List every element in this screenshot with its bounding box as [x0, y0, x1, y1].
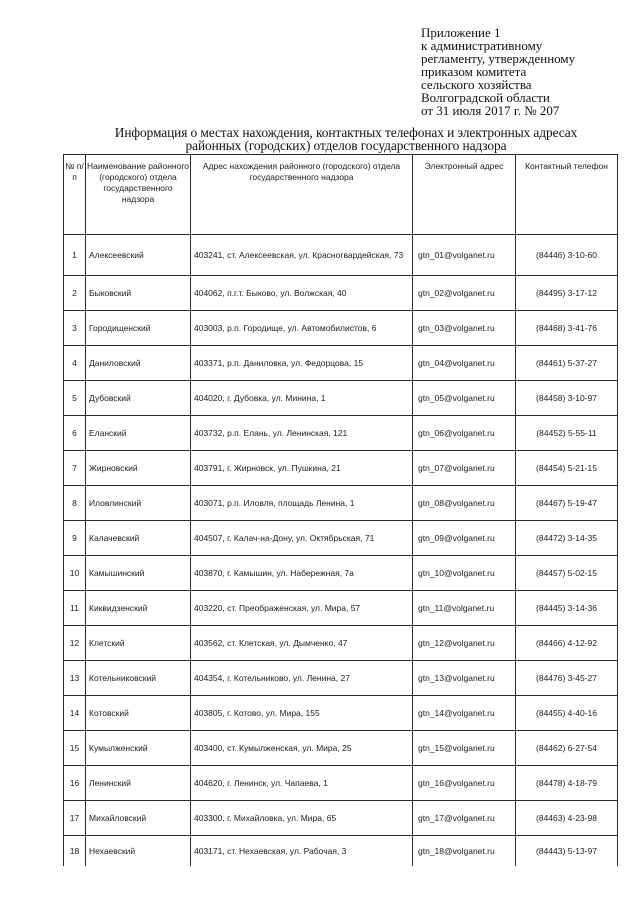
cell-phone: (84454) 5-21-15 [516, 451, 618, 486]
table-row [64, 311, 618, 346]
cell-phone: (84466) 4-12-92 [516, 626, 618, 661]
cell-phone: (84458) 3-10-97 [516, 381, 618, 416]
table-row [64, 521, 618, 556]
cell-email: gtn_17@volganet.ru [413, 801, 516, 836]
cell-address: 403791, г. Жирновск, ул. Пушкина, 21 [191, 451, 413, 486]
cell-number: 18 [64, 836, 86, 867]
appendix-block [421, 26, 621, 117]
departments-table [63, 154, 618, 866]
cell-number: 15 [64, 731, 86, 766]
table-row [64, 451, 618, 486]
cell-address: 403562, ст. Клетская, ул. Дымченко, 47 [191, 626, 413, 661]
cell-email: gtn_14@volganet.ru [413, 696, 516, 731]
cell-phone: (84452) 5-55-11 [516, 416, 618, 451]
cell-department-name: Алексеевский [86, 235, 191, 276]
cell-department-name: Кумылженский [86, 731, 191, 766]
table-row [64, 836, 618, 867]
cell-phone: (84463) 4-23-98 [516, 801, 618, 836]
cell-phone: (84462) 6-27-54 [516, 731, 618, 766]
table-row [64, 661, 618, 696]
cell-address: 404507, г. Калач-на-Дону, ул. Октябрьская, 71 [191, 521, 413, 556]
cell-department-name: Иловлинский [86, 486, 191, 521]
cell-department-name: Нехаевский [86, 836, 191, 867]
cell-department-name: Котовский [86, 696, 191, 731]
appendix-line: сельского хозяйства [421, 77, 532, 92]
appendix-line: регламенту, утвержденному [421, 51, 576, 66]
table-row [64, 766, 618, 801]
cell-number: 3 [64, 311, 86, 346]
cell-number: 1 [64, 235, 86, 276]
cell-phone: (84478) 4-18-79 [516, 766, 618, 801]
cell-phone: (84467) 5-19-47 [516, 486, 618, 521]
cell-phone: (84476) 3-45-27 [516, 661, 618, 696]
cell-phone: (84495) 3-17-12 [516, 276, 618, 311]
cell-address: 404354, г. Котельниково, ул. Ленина, 27 [191, 661, 413, 696]
cell-number: 8 [64, 486, 86, 521]
appendix-line: к административному [421, 38, 543, 53]
cell-email: gtn_04@volganet.ru [413, 346, 516, 381]
cell-email: gtn_15@volganet.ru [413, 731, 516, 766]
appendix-line: Приложение 1 [421, 25, 501, 40]
cell-department-name: Еланский [86, 416, 191, 451]
cell-email: gtn_13@volganet.ru [413, 661, 516, 696]
header-email: Электронный адрес [413, 155, 516, 235]
table-row [64, 556, 618, 591]
cell-department-name: Клетский [86, 626, 191, 661]
table-row [64, 696, 618, 731]
cell-email: gtn_08@volganet.ru [413, 486, 516, 521]
header-name: Наименование районного (городского) отдела государственного надзора [86, 155, 191, 235]
cell-department-name: Быковский [86, 276, 191, 311]
cell-address: 403241, ст. Алексеевская, ул. Красногвардейская, 73 [191, 235, 413, 276]
cell-number: 9 [64, 521, 86, 556]
cell-email: gtn_18@volganet.ru [413, 836, 516, 867]
appendix-line: приказом комитета [421, 64, 527, 79]
cell-number: 6 [64, 416, 86, 451]
cell-email: gtn_03@volganet.ru [413, 311, 516, 346]
cell-phone: (84446) 3-10-60 [516, 235, 618, 276]
table-row [64, 591, 618, 626]
table-header-row [64, 155, 618, 235]
cell-department-name: Котельниковский [86, 661, 191, 696]
cell-address: 403400, ст. Кумылженская, ул. Мира, 25 [191, 731, 413, 766]
cell-address: 404020, г. Дубовка, ул. Минина, 1 [191, 381, 413, 416]
cell-department-name: Жирновский [86, 451, 191, 486]
document-title [70, 126, 622, 152]
cell-email: gtn_12@volganet.ru [413, 626, 516, 661]
cell-department-name: Даниловский [86, 346, 191, 381]
cell-address: 403171, ст. Нехаевская, ул. Рабочая, 3 [191, 836, 413, 867]
cell-number: 7 [64, 451, 86, 486]
table-row [64, 486, 618, 521]
cell-email: gtn_05@volganet.ru [413, 381, 516, 416]
cell-phone: (84445) 3-14-36 [516, 591, 618, 626]
cell-department-name: Камышинский [86, 556, 191, 591]
cell-department-name: Михайловский [86, 801, 191, 836]
cell-email: gtn_01@volganet.ru [413, 235, 516, 276]
cell-phone: (84461) 5-37-27 [516, 346, 618, 381]
cell-email: gtn_16@volganet.ru [413, 766, 516, 801]
header-num: № п/п [64, 155, 86, 235]
cell-address: 403805, г. Котово, ул. Мира, 155 [191, 696, 413, 731]
cell-address: 403220, ст. Преображенская, ул. Мира, 57 [191, 591, 413, 626]
cell-department-name: Дубовский [86, 381, 191, 416]
header-address: Адрес нахождения районного (городского) отдела государственного надзора [191, 155, 413, 235]
table-row [64, 235, 618, 276]
cell-address: 403071, р.п. Иловля, площадь Ленина, 1 [191, 486, 413, 521]
cell-phone: (84443) 5-13-97 [516, 836, 618, 867]
table-body [64, 235, 618, 867]
appendix-line: от 31 июля 2017 г. № 207 [421, 103, 560, 118]
cell-number: 16 [64, 766, 86, 801]
cell-number: 2 [64, 276, 86, 311]
cell-email: gtn_10@volganet.ru [413, 556, 516, 591]
cell-email: gtn_07@volganet.ru [413, 451, 516, 486]
cell-address: 403870, г. Камышин, ул. Набережная, 7а [191, 556, 413, 591]
cell-email: gtn_09@volganet.ru [413, 521, 516, 556]
cell-phone: (84457) 5-02-15 [516, 556, 618, 591]
cell-number: 5 [64, 381, 86, 416]
cell-department-name: Калачевский [86, 521, 191, 556]
table-row [64, 276, 618, 311]
cell-number: 14 [64, 696, 86, 731]
cell-number: 12 [64, 626, 86, 661]
cell-department-name: Городищенский [86, 311, 191, 346]
cell-number: 11 [64, 591, 86, 626]
cell-address: 403003, р.п. Городище, ул. Автомобилистов, 6 [191, 311, 413, 346]
cell-address: 403300, г. Михайловка, ул. Мира, 65 [191, 801, 413, 836]
table-row [64, 381, 618, 416]
table-row [64, 731, 618, 766]
cell-email: gtn_06@volganet.ru [413, 416, 516, 451]
cell-address: 403371, р.п. Даниловка, ул. Федорцова, 15 [191, 346, 413, 381]
cell-number: 13 [64, 661, 86, 696]
table-row [64, 416, 618, 451]
title-line-1: Информация о местах нахождения, контактных телефонах и электронных адресах [114, 125, 578, 140]
cell-address: 404062, п.г.т. Быково, ул. Волжская, 40 [191, 276, 413, 311]
appendix-line: Волгоградской области [421, 90, 550, 105]
cell-phone: (84472) 3-14-35 [516, 521, 618, 556]
table-row [64, 801, 618, 836]
cell-department-name: Киквидзенский [86, 591, 191, 626]
cell-phone: (84455) 4-40-16 [516, 696, 618, 731]
cell-number: 10 [64, 556, 86, 591]
cell-email: gtn_02@volganet.ru [413, 276, 516, 311]
cell-phone: (84468) 3-41-76 [516, 311, 618, 346]
cell-address: 404620, г. Ленинск, ул. Чапаева, 1 [191, 766, 413, 801]
table-row [64, 346, 618, 381]
cell-number: 4 [64, 346, 86, 381]
cell-address: 403732, р.п. Елань, ул. Ленинская, 121 [191, 416, 413, 451]
table-row [64, 626, 618, 661]
cell-number: 17 [64, 801, 86, 836]
header-phone: Контактный телефон [516, 155, 618, 235]
cell-department-name: Ленинский [86, 766, 191, 801]
title-line-2: районных (городских) отделов государственного надзора [185, 138, 507, 153]
cell-email: gtn_11@volganet.ru [413, 591, 516, 626]
